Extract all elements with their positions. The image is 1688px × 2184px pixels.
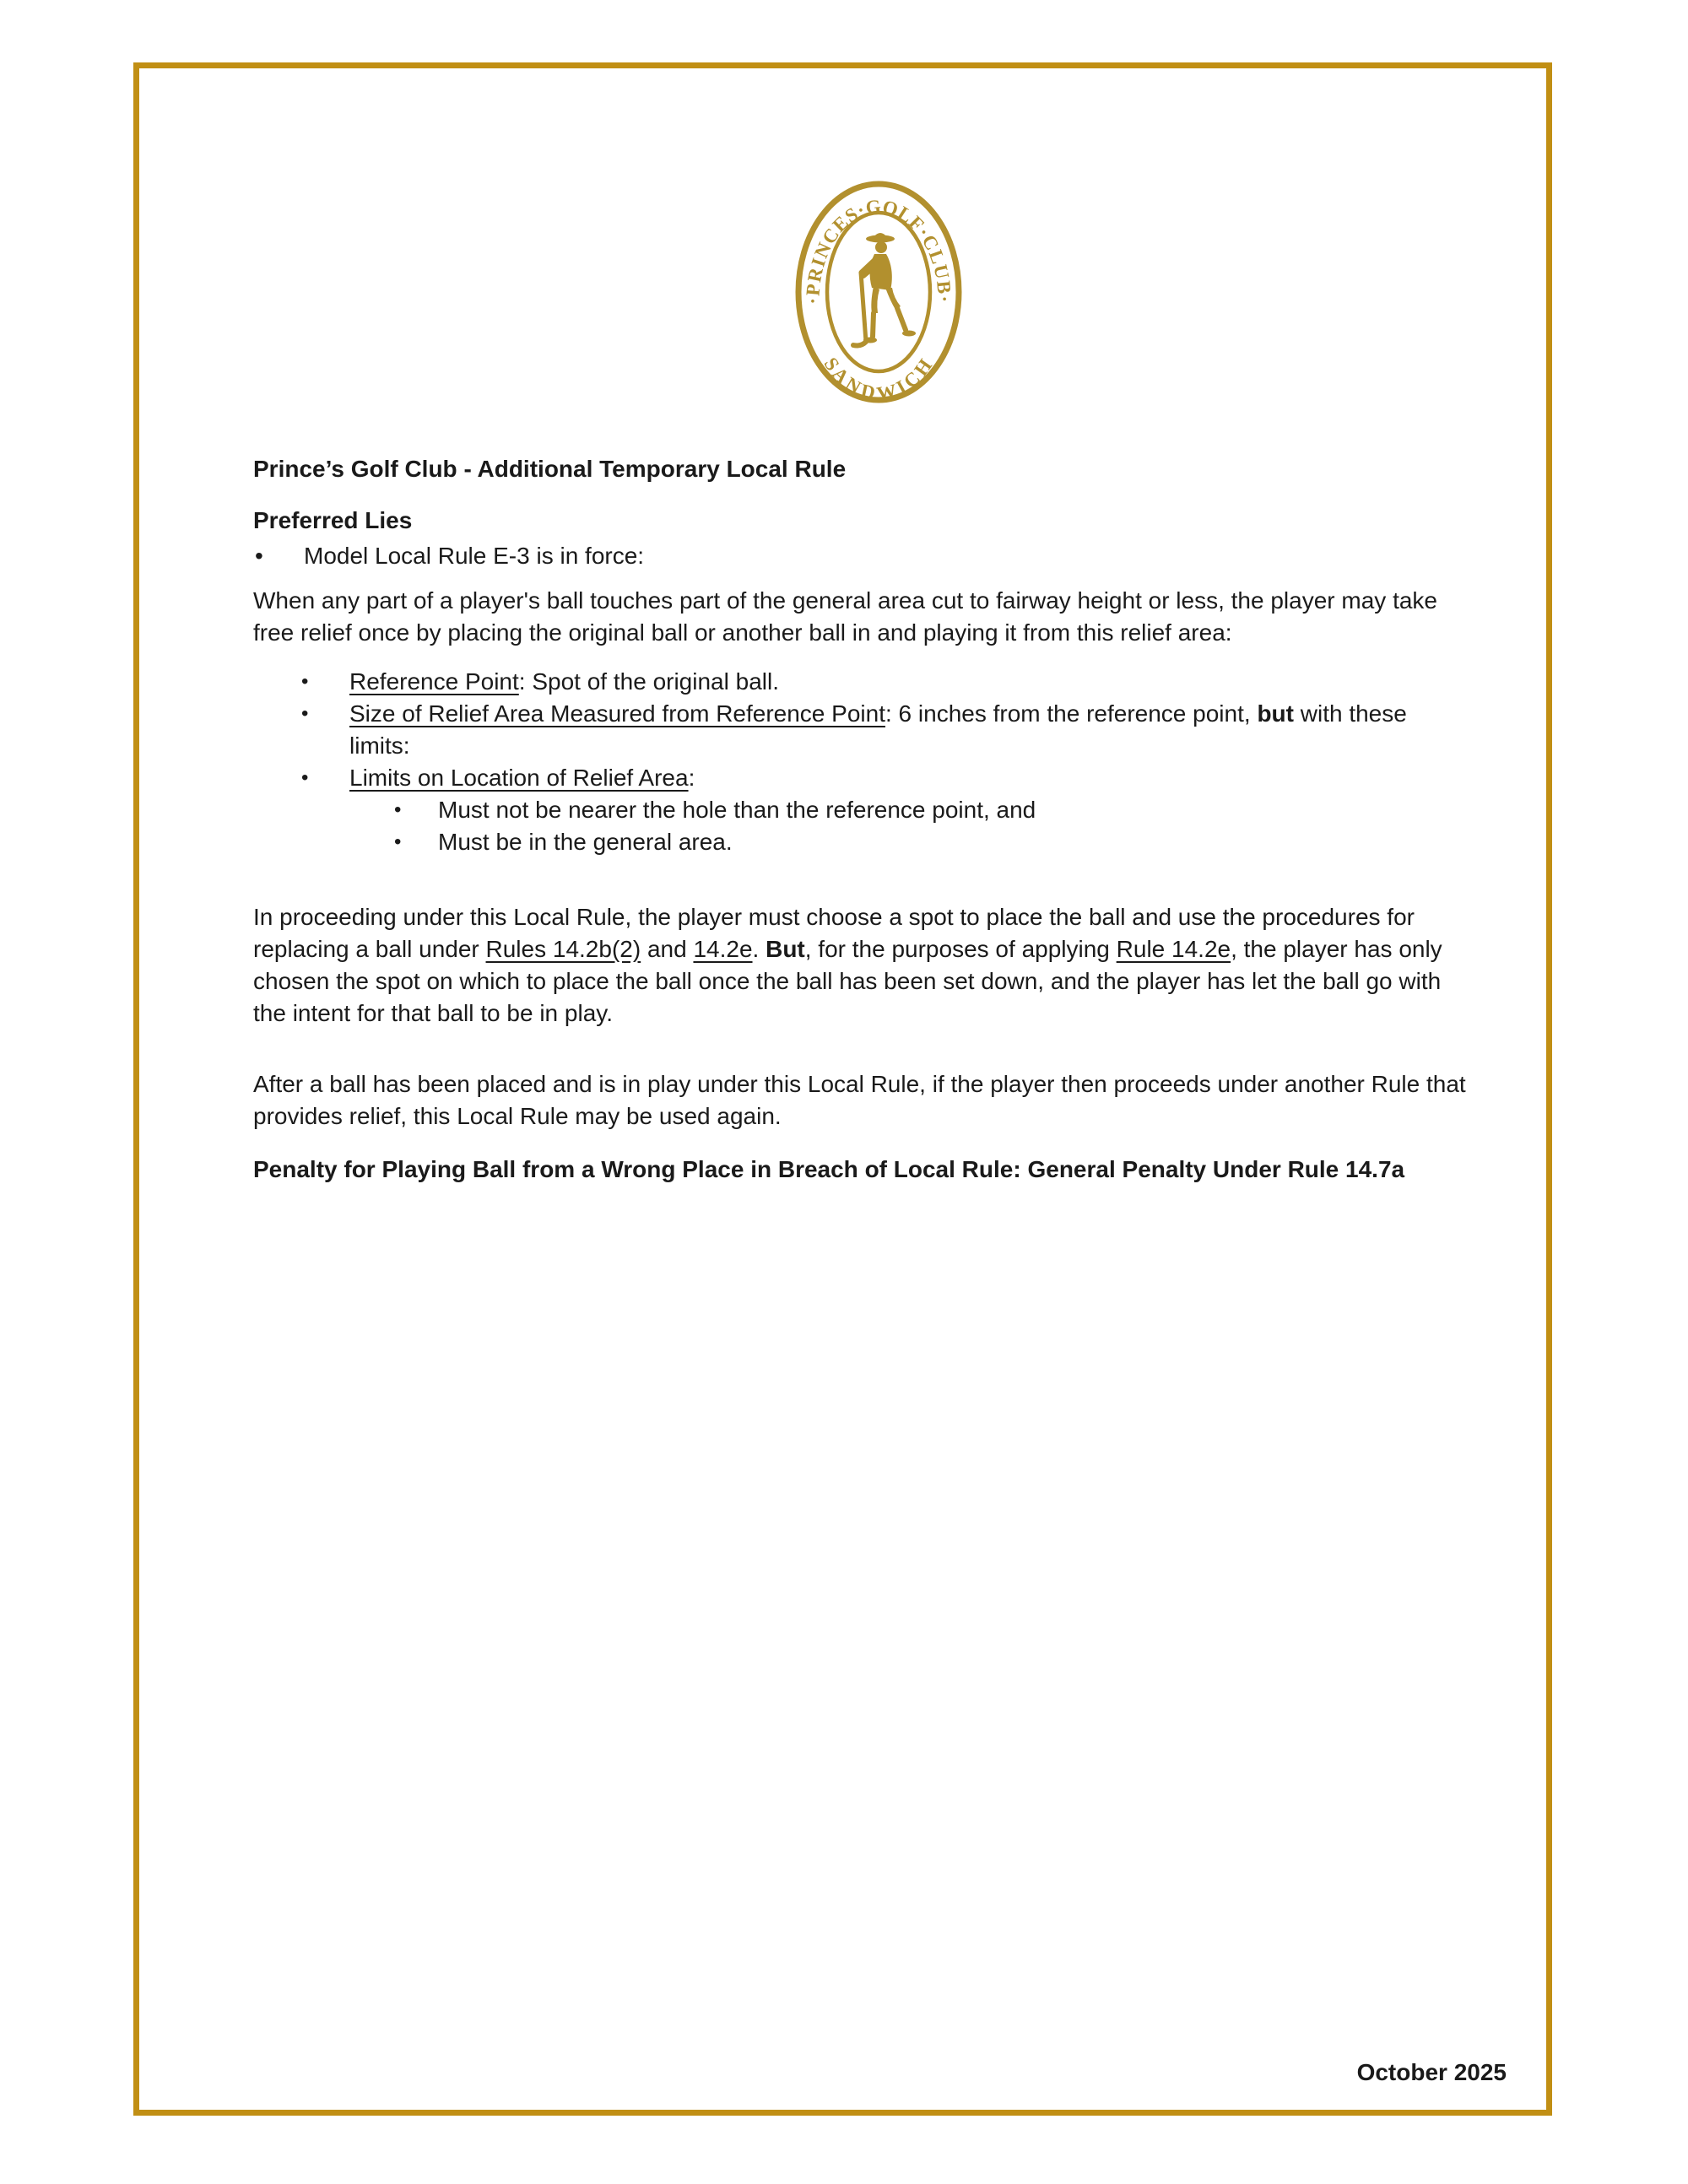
bold-term: But [766, 936, 805, 962]
list-item-rest: : Spot of the original ball. [518, 668, 779, 695]
bullet-icon: • [255, 543, 263, 569]
list-item-rest: with these limits: [349, 700, 1407, 759]
bullet-icon: • [301, 670, 309, 693]
list-item [301, 698, 1473, 762]
list-item-rest: : [688, 765, 695, 791]
golfer-icon [853, 233, 916, 346]
underlined-term: Limits on Location of Relief Area [349, 765, 689, 791]
relief-area-list [253, 666, 1473, 858]
list-item-text [349, 698, 1473, 762]
bold-term: but [1257, 700, 1294, 727]
text-segment: In proceeding under this Local Rule, the player must choose a spot to place the ball and use the procedures for replacing a ball under [253, 904, 1415, 962]
rule-reference: 14.2e [693, 936, 753, 962]
page-title: Prince’s Golf Club - Additional Temporary Local Rule [253, 456, 847, 482]
text-segment: . [752, 936, 766, 962]
list-item-text [349, 666, 1473, 698]
footer-date: October 2025 [1356, 2059, 1507, 2085]
list-item-text [349, 762, 1473, 794]
paragraph-reuse: After a ball has been placed and is in play under this Local Rule, if the player then proceeds under another Rule that provides relief, this Local Rule may be used again. [253, 1071, 1466, 1129]
list-item-text: Model Local Rule E-3 is in force: [304, 543, 645, 569]
list-item [301, 666, 1473, 698]
list-item [253, 540, 1473, 572]
seal-ring-text-bottom: SANDWICH [820, 353, 938, 405]
list-item [301, 762, 1473, 794]
text-segment: , for the purposes of applying [804, 936, 1117, 962]
section-heading: Preferred Lies [253, 507, 413, 533]
bullet-icon: • [394, 798, 402, 821]
list-item-text: Must be in the general area. [438, 829, 733, 855]
rule-reference: Rules 14.2b(2) [485, 936, 641, 962]
list-item [394, 794, 1473, 826]
underlined-term: Size of Relief Area Measured from Reference Point [349, 700, 885, 727]
list-item-text: Must not be nearer the hole than the reference point, and [438, 797, 1036, 823]
rule-reference: Rule 14.2e [1116, 936, 1231, 962]
text-segment: and [641, 936, 694, 962]
list-item-rest: : 6 inches from the reference point, [885, 700, 1258, 727]
list-item [394, 826, 1473, 858]
bullet-icon: • [301, 702, 309, 725]
document-body [253, 453, 1473, 1186]
seal-ring-text-top: ·PRINCES·GOLF·CLUB· [802, 195, 955, 305]
bullet-icon: • [301, 766, 309, 789]
bullet-icon: • [394, 830, 402, 853]
paragraph-procedures [253, 901, 1473, 1030]
penalty-statement: Penalty for Playing Ball from a Wrong Place in Breach of Local Rule: General Penalty Under Rule 14.7a [253, 1156, 1405, 1182]
underlined-term: Reference Point [349, 668, 519, 695]
paragraph-relief-intro: When any part of a player's ball touches part of the general area cut to fairway height or less, the player may take free relief once by placing the original ball or another ball in and playing it from this relief area: [253, 587, 1437, 646]
princes-golf-club-logo [794, 179, 963, 405]
text-segment: , the player has only chosen the spot on which to place the ball once the ball has been set down, and the player has let the ball go with the intent for that ball to be in play. [253, 936, 1442, 1026]
